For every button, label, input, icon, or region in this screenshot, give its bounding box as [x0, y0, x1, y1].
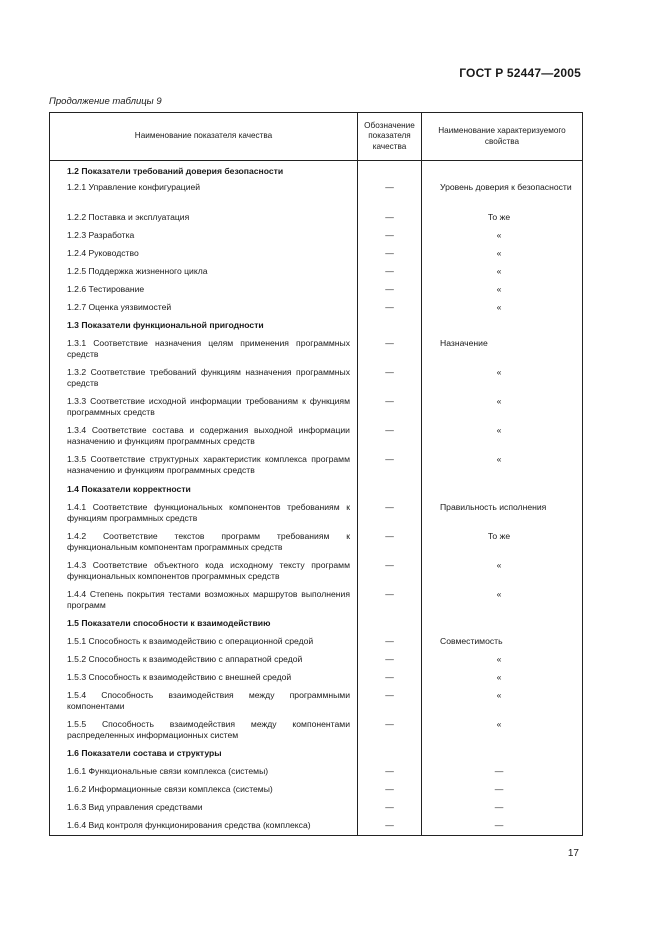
characterized-property	[422, 161, 583, 180]
section-title: 1.4 Показатели корректности	[50, 482, 358, 500]
indicator-name: 1.2.5 Поддержка жизненного цикла	[50, 264, 358, 282]
characterized-property	[422, 558, 583, 587]
characterized-property	[422, 529, 583, 558]
characterized-property-text: Правильность исполнения	[440, 501, 547, 512]
indicator-designation: —	[358, 818, 422, 836]
indicator-name: 1.5.2 Способность к взаимодействию с аппаратной средой	[50, 652, 358, 670]
indicator-designation: —	[358, 800, 422, 818]
characterized-property-text: «	[496, 301, 502, 312]
table-row	[50, 394, 583, 423]
characterized-property	[422, 210, 583, 228]
indicator-designation: —	[358, 282, 422, 300]
indicator-name: 1.5.4 Способность взаимодействия между программными компонентами	[50, 688, 358, 717]
characterized-property	[422, 818, 583, 836]
indicator-name: 1.3.3 Соответствие исходной информации требованиям к функциям программных средств	[50, 394, 358, 423]
column-header-designation: Обозначение показателя качества	[358, 113, 422, 161]
characterized-property-text: «	[496, 424, 502, 435]
indicator-designation: —	[358, 558, 422, 587]
indicator-name: 1.3.1 Соответствие назначения целям применения программных средств	[50, 336, 358, 365]
characterized-property	[422, 452, 583, 482]
table-row	[50, 246, 583, 264]
indicator-name: 1.5.3 Способность к взаимодействию с внешней средой	[50, 670, 358, 688]
indicator-designation	[358, 746, 422, 764]
characterized-property	[422, 500, 583, 529]
table-row	[50, 782, 583, 800]
indicator-designation: —	[358, 264, 422, 282]
indicator-designation: —	[358, 500, 422, 529]
table-row	[50, 558, 583, 587]
indicator-designation: —	[358, 764, 422, 782]
indicator-name: 1.4.2 Соответствие текстов программ требованиям к функциональным компонентам программных средств	[50, 529, 358, 558]
document-code: ГОСТ Р 52447—2005	[459, 66, 581, 80]
indicator-name: 1.4.4 Степень покрытия тестами возможных маршрутов выполнения программ	[50, 587, 358, 616]
characterized-property-text: Уровень доверия к безопасности	[440, 181, 572, 192]
indicator-designation: —	[358, 394, 422, 423]
indicator-name: 1.5.5 Способность взаимодействия между компонентами распределенных информационных систем	[50, 717, 358, 746]
indicator-name: 1.4.1 Соответствие функциональных компонентов требованиям к функциям программных средств	[50, 500, 358, 529]
indicator-name: 1.6.2 Информационные связи комплекса (системы)	[50, 782, 358, 800]
indicator-name: 1.6.1 Функциональные связи комплекса (системы)	[50, 764, 358, 782]
characterized-property-text: «	[496, 265, 502, 276]
characterized-property-text: «	[496, 229, 502, 240]
section-row	[50, 318, 583, 336]
indicator-name: 1.3.2 Соответствие требований функциям назначения программных средств	[50, 365, 358, 394]
indicator-designation	[358, 318, 422, 336]
indicator-designation	[358, 482, 422, 500]
column-header-property: Наименование характеризуемого свойства	[422, 113, 583, 161]
characterized-property	[422, 652, 583, 670]
characterized-property-text: «	[496, 671, 502, 682]
table-row	[50, 180, 583, 210]
characterized-property-text: —	[494, 783, 504, 794]
characterized-property-text: —	[494, 765, 504, 776]
characterized-property-text: «	[496, 588, 502, 599]
characterized-property	[422, 365, 583, 394]
indicator-designation: —	[358, 652, 422, 670]
table-row	[50, 652, 583, 670]
column-header-indicator: Наименование показателя качества	[50, 113, 358, 161]
indicator-designation: —	[358, 300, 422, 318]
indicator-designation	[358, 161, 422, 180]
indicator-name: 1.2.2 Поставка и эксплуатация	[50, 210, 358, 228]
table-header-row	[50, 113, 583, 161]
characterized-property	[422, 717, 583, 746]
indicator-designation	[358, 616, 422, 634]
characterized-property	[422, 264, 583, 282]
indicator-designation: —	[358, 246, 422, 264]
indicator-designation: —	[358, 228, 422, 246]
table-row	[50, 282, 583, 300]
table-row	[50, 818, 583, 836]
characterized-property-text: «	[496, 453, 502, 464]
characterized-property-text: Назначение	[440, 337, 488, 348]
section-title: 1.5 Показатели способности к взаимодействию	[50, 616, 358, 634]
characterized-property	[422, 587, 583, 616]
characterized-property-text: «	[496, 283, 502, 294]
characterized-property	[422, 228, 583, 246]
characterized-property	[422, 423, 583, 452]
indicator-name: 1.5.1 Способность к взаимодействию с операционной средой	[50, 634, 358, 652]
table-row	[50, 634, 583, 652]
characterized-property-text: «	[496, 559, 502, 570]
characterized-property	[422, 800, 583, 818]
characterized-property-text: «	[496, 718, 502, 729]
quality-indicators-table	[49, 112, 583, 836]
indicator-name: 1.3.4 Соответствие состава и содержания выходной информации назначению и функциям программных средств	[50, 423, 358, 452]
indicator-designation: —	[358, 210, 422, 228]
characterized-property	[422, 688, 583, 717]
characterized-property-text: «	[496, 395, 502, 406]
indicator-name: 1.3.5 Соответствие структурных характеристик комплекса программ назначению и функциям программных средств	[50, 452, 358, 482]
section-title: 1.3 Показатели функциональной пригодности	[50, 318, 358, 336]
indicator-designation: —	[358, 365, 422, 394]
table-row	[50, 300, 583, 318]
indicator-designation: —	[358, 587, 422, 616]
characterized-property	[422, 616, 583, 634]
indicator-name: 1.4.3 Соответствие объектного кода исходному тексту программ функциональных компонентов программных средств	[50, 558, 358, 587]
table-continuation-caption: Продолжение таблицы 9	[49, 96, 162, 107]
section-title: 1.6 Показатели состава и структуры	[50, 746, 358, 764]
indicator-designation: —	[358, 452, 422, 482]
characterized-property	[422, 180, 583, 210]
characterized-property	[422, 336, 583, 365]
characterized-property	[422, 670, 583, 688]
table-row	[50, 264, 583, 282]
characterized-property-text: «	[496, 247, 502, 258]
table-row	[50, 688, 583, 717]
indicator-designation: —	[358, 423, 422, 452]
indicator-designation: —	[358, 717, 422, 746]
characterized-property	[422, 394, 583, 423]
indicator-name: 1.6.4 Вид контроля функционирования средства (комплекса)	[50, 818, 358, 836]
indicator-designation: —	[358, 529, 422, 558]
characterized-property-text: «	[496, 366, 502, 377]
indicator-designation: —	[358, 336, 422, 365]
section-row	[50, 746, 583, 764]
indicator-name: 1.2.7 Оценка уязвимостей	[50, 300, 358, 318]
table-row	[50, 423, 583, 452]
table-body	[50, 161, 583, 836]
table-row	[50, 800, 583, 818]
characterized-property	[422, 634, 583, 652]
table-row	[50, 452, 583, 482]
section-row	[50, 482, 583, 500]
indicator-name: 1.2.6 Тестирование	[50, 282, 358, 300]
table-row	[50, 336, 583, 365]
table-row	[50, 529, 583, 558]
table-row	[50, 764, 583, 782]
characterized-property	[422, 300, 583, 318]
characterized-property	[422, 482, 583, 500]
characterized-property-text: —	[494, 819, 504, 830]
characterized-property-text: То же	[487, 530, 511, 541]
characterized-property	[422, 246, 583, 264]
section-row	[50, 161, 583, 180]
characterized-property	[422, 282, 583, 300]
indicator-name: 1.2.4 Руководство	[50, 246, 358, 264]
indicator-designation: —	[358, 634, 422, 652]
characterized-property	[422, 782, 583, 800]
characterized-property	[422, 318, 583, 336]
indicator-name: 1.6.3 Вид управления средствами	[50, 800, 358, 818]
table-row	[50, 500, 583, 529]
indicator-designation: —	[358, 782, 422, 800]
table-row	[50, 670, 583, 688]
characterized-property-text: «	[496, 689, 502, 700]
table-row	[50, 365, 583, 394]
indicator-name: 1.2.3 Разработка	[50, 228, 358, 246]
indicator-designation: —	[358, 180, 422, 210]
table-row	[50, 228, 583, 246]
characterized-property-text: То же	[487, 211, 511, 222]
indicator-designation: —	[358, 670, 422, 688]
characterized-property-text: Совместимость	[440, 635, 503, 646]
characterized-property	[422, 764, 583, 782]
table-row	[50, 587, 583, 616]
characterized-property-text: —	[494, 801, 504, 812]
section-row	[50, 616, 583, 634]
characterized-property	[422, 746, 583, 764]
page-number: 17	[567, 848, 579, 859]
indicator-name: 1.2.1 Управление конфигурацией	[50, 180, 358, 210]
characterized-property-text: «	[496, 653, 502, 664]
table-row	[50, 210, 583, 228]
indicator-designation: —	[358, 688, 422, 717]
section-title: 1.2 Показатели требований доверия безопасности	[50, 161, 358, 180]
table-row	[50, 717, 583, 746]
